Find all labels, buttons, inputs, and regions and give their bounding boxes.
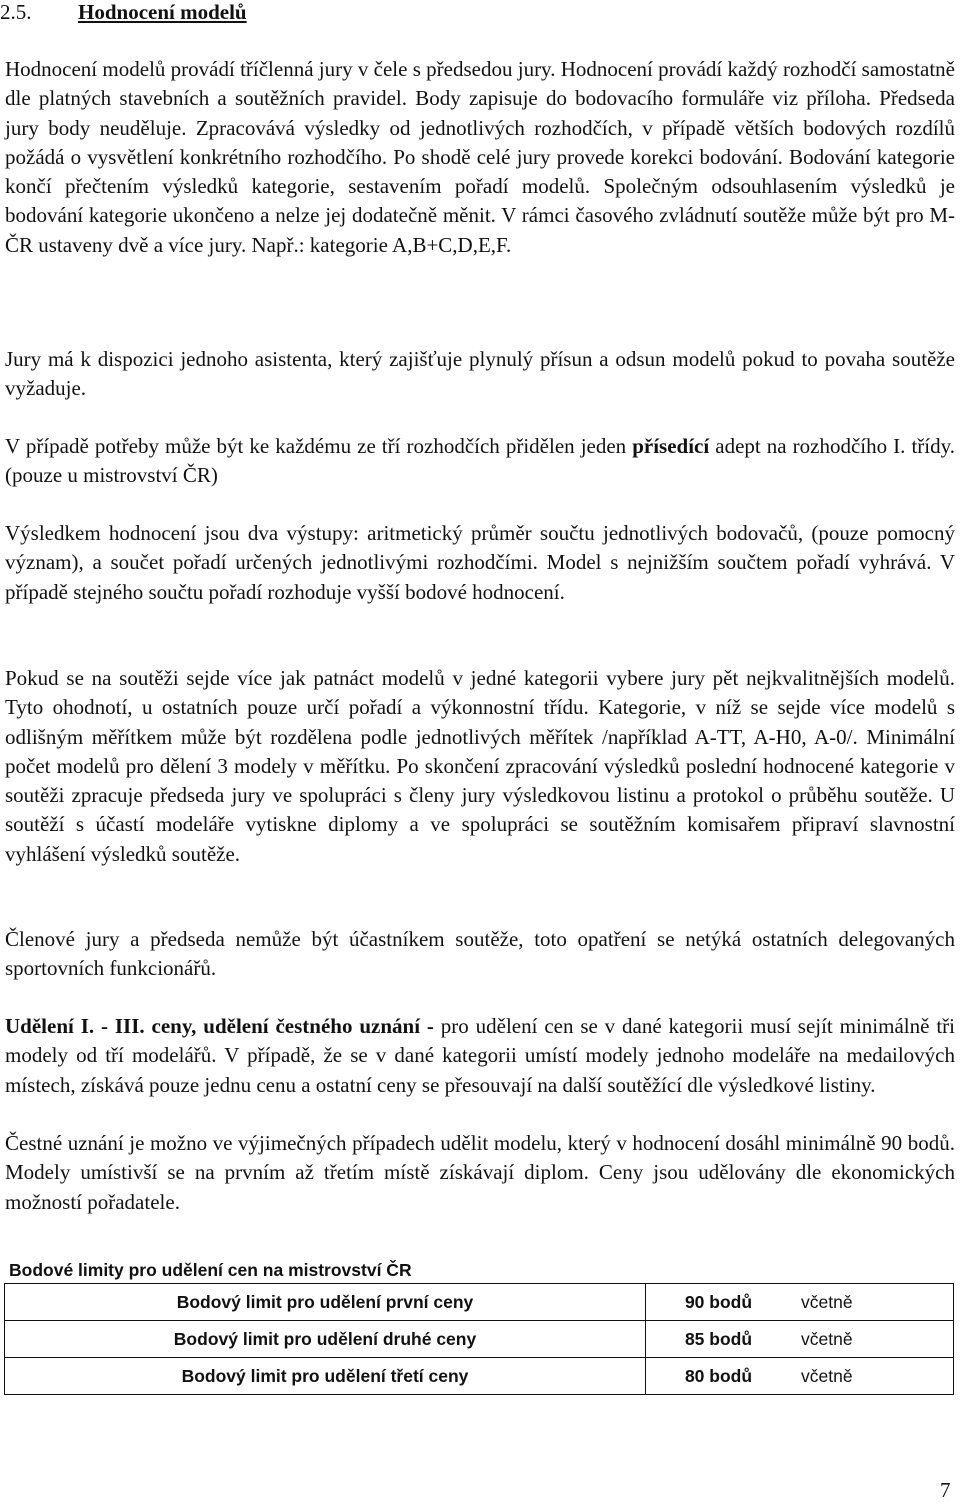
paragraph-assessor-text-2: adept na rozhodčího I. třídy. (pouze u mistrovství ČR) [5, 434, 955, 488]
paragraph-assessor-text-1: V případě potřeby může být ke každému ze tří rozhodčích přidělen jeden [5, 434, 633, 458]
limit-label-cell: Bodový limit pro udělení druhé ceny [5, 1321, 646, 1358]
point-limits-table [4, 1283, 954, 1395]
paragraph-assessor [5, 432, 955, 491]
page-number: 7 [940, 1478, 951, 1502]
limits-table-caption: Bodové limity pro udělení cen na mistrovství ČR [9, 1260, 412, 1280]
limit-points-cell: 85 bodů [646, 1321, 792, 1358]
paragraph-assistant: Jury má k dispozici jednoho asistenta, který zajišťuje plynulý přísun a odsun modelů pokud to povaha soutěže vyžaduje. [5, 347, 955, 401]
limit-points-cell: 90 bodů [646, 1284, 792, 1321]
table-row [5, 1321, 954, 1358]
limit-note-cell: včetně [791, 1284, 954, 1321]
paragraph-awards-text: pro udělení cen se v dané kategorii musí sejít minimálně tři modely od tří modelářů. V případě, že se v dané kategorii umístí modely jednoho modeláře na medailových místech, získává pouze jednu cenu a ostatní ceny se přesouvají na další soutěžící dle výsledkové listiny. [5, 1014, 955, 1097]
paragraph-honorable-mention: Čestné uznání je možno ve výjimečných případech udělit modelu, který v hodnocení dosáhl minimálně 90 bodů. Modely umístivší se na prvním až třetím místě získávají diplom. Ceny jsou udělovány dle ekonomických možností pořadatele. [5, 1131, 955, 1214]
paragraph-awards-bold-1: Udělení I. - III. [5, 1014, 145, 1038]
section-title: Hodnocení modelů [78, 0, 247, 24]
paragraph-jury-evaluation: Hodnocení modelů provádí tříčlenná jury v čele s předsedou jury. Hodnocení provádí každý rozhodčí samostatně dle platných stavebních a soutěžních pravidel. Body zapisuje do bodovacího formuláře viz příloha. Předseda jury body neuděluje. Zpracovává výsledky od jednotlivých rozhodčích, v případě větších bodových rozdílů požádá o vysvětlení konkrétního rozhodčího. Po shodě celé jury provede korekci bodování. Bodování kategorie končí přečtením výsledků kategorie, sestavením pořadí modelů. Společným odsouhlasením výsledků je bodování kategorie ukončeno a nelze jej dodatečně měnit. V rámci časového zvládnutí soutěže může být pro M-ČR ustaveny dvě a více jury. Např.: kategorie A,B+C,D,E,F. [5, 57, 955, 257]
paragraph-awards [5, 1012, 955, 1100]
limit-points-cell: 80 bodů [646, 1358, 792, 1395]
paragraph-awards-bold-2: ceny, udělení čestného uznání - [144, 1014, 434, 1038]
limit-note-cell: včetně [791, 1358, 954, 1395]
paragraph-jury-members: Členové jury a předseda nemůže být účastníkem soutěže, toto opatření se netýká ostatních delegovaných sportovních funkcionářů. [5, 927, 955, 981]
limit-label-cell: Bodový limit pro udělení třetí ceny [5, 1358, 646, 1395]
table-row [5, 1358, 954, 1395]
limit-note-cell: včetně [791, 1321, 954, 1358]
limit-label-cell: Bodový limit pro udělení první ceny [5, 1284, 646, 1321]
table-row [5, 1284, 954, 1321]
paragraph-assessor-bold: přísedící [632, 434, 710, 458]
section-heading [0, 0, 247, 26]
section-number: 2.5. [0, 0, 32, 24]
paragraph-results: Výsledkem hodnocení jsou dva výstupy: aritmetický průměr součtu jednotlivých bodovačů, (pouze pomocný význam), a součet pořadí určených jednotlivými rozhodčími. Model s nejnižším součtem pořadí vyhrává. V případě stejného součtu pořadí rozhoduje vyšší bodové hodnocení. [5, 521, 955, 604]
paragraph-categories: Pokud se na soutěži sejde více jak patnáct modelů v jedné kategorii vybere jury pět nejkvalitnějších modelů. Tyto ohodnotí, u ostatních pouze určí pořadí a výkonnostní třídu. Kategorie, v níž se sejde více modelů s odlišným měřítkem může být rozdělena podle jednotlivých měřítek /například A-TT, A-H0, A-0/. Minimální počet modelů pro dělení 3 modely v měřítku. Po skončení zpracování výsledků poslední hodnocené kategorie v soutěži zpracuje předseda jury ve spolupráci s členy jury výsledkovou listinu a protokol o průběhu soutěže. U soutěží s účastí modeláře vytiskne diplomy a ve spolupráci se soutěžním komisařem připraví slavnostní vyhlášení výsledků soutěže. [5, 666, 955, 866]
